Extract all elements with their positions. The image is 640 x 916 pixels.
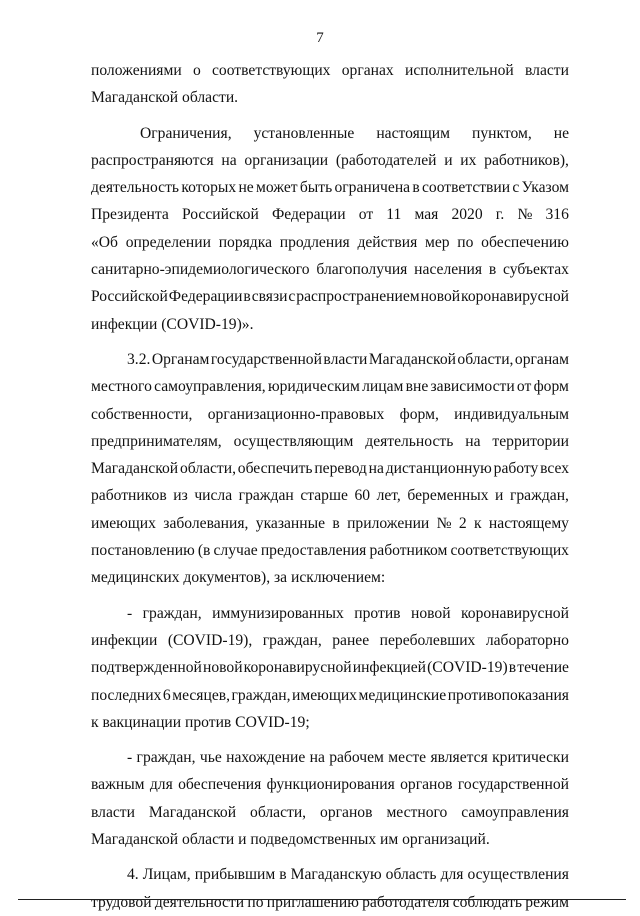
word: от <box>358 206 374 224</box>
text-line <box>91 428 569 455</box>
word: область <box>385 866 437 884</box>
text-line: Магаданской области. <box>91 89 239 107</box>
word: новой <box>203 659 243 677</box>
word: организационно-правовых <box>207 405 385 423</box>
word: беременных <box>407 487 489 505</box>
word: приглашению <box>266 893 359 911</box>
word: лабораторно <box>485 631 569 649</box>
word: деятельности <box>154 893 245 911</box>
word: в <box>279 866 287 884</box>
word: связи <box>251 288 288 306</box>
text-line: к вакцинации против COVID-19; <box>91 713 310 731</box>
word: на <box>465 432 481 450</box>
word: предпринимателям, <box>91 432 222 450</box>
word: области, <box>179 460 236 478</box>
word: о <box>192 62 201 79</box>
word: Указом <box>521 179 569 197</box>
word: зависимости <box>430 378 515 396</box>
word: санитарно-эпидемиологического <box>91 261 310 279</box>
word: 316 <box>545 206 569 224</box>
word: мер <box>424 233 450 251</box>
word: юридическим <box>267 378 360 396</box>
word: числа <box>194 487 233 505</box>
text-line <box>91 256 569 283</box>
word: имеющих <box>91 514 156 532</box>
word: г. <box>495 206 505 224</box>
word: осуществления <box>467 866 569 884</box>
word: власти <box>323 350 368 368</box>
word: органам <box>514 350 569 368</box>
word: (COVID-19), <box>167 631 253 649</box>
word: переболевших <box>379 631 476 649</box>
word: Ограничения, <box>140 124 232 142</box>
word: Российской <box>181 206 259 224</box>
word: власти <box>91 803 135 821</box>
word: области, <box>250 803 307 821</box>
word: (в <box>197 542 211 560</box>
word: противопоказания <box>447 686 569 704</box>
text-line <box>91 283 569 310</box>
paragraph-gap <box>91 112 569 120</box>
word: лет, <box>376 487 401 505</box>
word: работников), <box>484 151 569 169</box>
word: соответствующих <box>212 62 331 79</box>
word: деятельность <box>365 432 454 450</box>
word: для <box>440 866 464 884</box>
word: настоящим <box>376 124 451 142</box>
word: функционирования <box>266 776 395 794</box>
text-line <box>91 600 569 627</box>
word: месте <box>388 749 427 767</box>
word: индивидуальным <box>454 405 569 423</box>
word: с <box>512 179 520 197</box>
word: приложении <box>347 514 430 532</box>
word: в <box>488 261 497 279</box>
word: быть <box>299 179 333 197</box>
word: продления <box>279 233 350 251</box>
text-line <box>91 510 569 537</box>
word: новой <box>420 288 461 306</box>
word: от <box>516 378 532 396</box>
word: № <box>436 514 452 532</box>
word: предоставления <box>260 542 367 560</box>
word: лицам <box>362 378 404 396</box>
text-line <box>91 120 569 147</box>
word: прибывшим <box>194 866 276 884</box>
word: (работодателей <box>335 151 437 169</box>
word: 60 <box>354 487 371 505</box>
word: указанные <box>255 514 326 532</box>
word: медицинские <box>358 686 447 704</box>
text-line <box>91 889 569 916</box>
word: является <box>430 749 488 767</box>
word: на <box>221 151 237 169</box>
word: действия <box>357 233 418 251</box>
word: 2020 <box>451 206 483 224</box>
word: ранее <box>332 631 370 649</box>
word: настоящему <box>488 514 569 532</box>
text-line <box>91 627 569 654</box>
word: критически <box>492 749 569 767</box>
word: коронавирусной <box>243 659 352 677</box>
text-line <box>91 455 569 482</box>
word: 11 <box>386 206 402 224</box>
text-line <box>91 482 569 509</box>
word: территории <box>492 432 569 450</box>
word: 3.2. <box>127 350 151 368</box>
word: работников <box>91 487 167 505</box>
text-line <box>91 771 569 798</box>
word: их <box>460 151 477 169</box>
word: осуществляющим <box>233 432 354 450</box>
text-line: инфекции (COVID-19)». <box>91 315 254 333</box>
word: случае <box>213 542 258 560</box>
word: на <box>368 460 384 478</box>
word: и <box>444 151 453 169</box>
word: Магаданской <box>368 350 456 368</box>
word: Магаданскую <box>290 866 382 884</box>
word: граждан, <box>136 749 196 767</box>
word: в <box>412 179 420 197</box>
word: нахождение <box>226 749 306 767</box>
word: населения <box>414 261 483 279</box>
word: порядка <box>218 233 272 251</box>
word: месяцев, <box>172 686 231 704</box>
word: дистанционную <box>385 460 492 478</box>
text-line <box>91 682 569 709</box>
word: соответствии <box>422 179 511 197</box>
word: (COVID-19) <box>427 659 508 677</box>
paragraph-gap <box>91 853 569 861</box>
word: граждан, <box>262 631 322 649</box>
word: для <box>149 776 173 794</box>
page-number: 7 <box>316 30 324 46</box>
word: обеспечению <box>481 233 569 251</box>
word: инфекцией <box>352 659 426 677</box>
word: 4. <box>127 866 139 884</box>
word: новой <box>411 604 451 622</box>
text-line <box>91 57 569 84</box>
word: постановлению <box>91 542 195 560</box>
word: соответствующих <box>450 542 569 560</box>
word: иммунизированных <box>212 604 344 622</box>
word: работником <box>369 542 448 560</box>
word: самоуправления, <box>154 378 266 396</box>
word: граждан, <box>509 487 569 505</box>
word: органах <box>341 62 394 79</box>
word: - <box>127 604 133 622</box>
word: работу <box>493 460 539 478</box>
word: распространяются <box>91 151 214 169</box>
word: Лицам, <box>142 866 191 884</box>
word: в <box>508 659 517 677</box>
word: Магаданской <box>148 803 237 821</box>
word: Федерации <box>271 206 346 224</box>
word: чье <box>199 749 222 767</box>
text-line <box>91 799 569 826</box>
word: рабочем <box>329 749 384 767</box>
word: в <box>243 288 251 306</box>
word: Органам <box>151 350 210 368</box>
word: всех <box>540 460 569 478</box>
word: государственной <box>210 350 322 368</box>
word: органов <box>400 776 453 794</box>
word: № <box>517 206 533 224</box>
paragraph-gap <box>91 338 569 346</box>
word: которых <box>181 179 237 197</box>
word: организации <box>244 151 329 169</box>
word: подтвержденной <box>91 659 202 677</box>
word: с <box>288 288 296 306</box>
word: обеспечить <box>237 460 313 478</box>
text-line: медицинских документов), за исключением: <box>91 569 386 587</box>
word: последних <box>91 686 162 704</box>
word: местного <box>386 803 448 821</box>
text-line <box>91 346 569 373</box>
text-line <box>91 201 569 228</box>
text-line <box>91 229 569 256</box>
document-body <box>91 57 569 916</box>
word: течение <box>517 659 569 677</box>
text-line <box>91 373 569 400</box>
word: Российской <box>91 288 168 306</box>
word: ограничена <box>334 179 411 197</box>
text-line <box>91 147 569 174</box>
word: и <box>495 487 504 505</box>
word: из <box>173 487 188 505</box>
word: Президента <box>91 206 169 224</box>
text-line <box>91 174 569 201</box>
word: может <box>255 179 298 197</box>
word: не <box>553 124 569 142</box>
paragraph-gap <box>91 592 569 600</box>
word: благополучия <box>316 261 408 279</box>
word: по <box>457 233 474 251</box>
word: перевод <box>314 460 367 478</box>
word: трудовой <box>91 893 152 911</box>
word: заболевания, <box>163 514 249 532</box>
word: коронавирусной <box>461 288 569 306</box>
word: положениями <box>91 62 182 79</box>
word: на <box>309 749 325 767</box>
word: по <box>247 893 264 911</box>
word: граждан, <box>142 604 202 622</box>
word: соблюдать <box>452 893 522 911</box>
word: собственности, <box>91 405 193 423</box>
word: самоуправления <box>461 803 569 821</box>
text-line <box>91 537 569 564</box>
word: установленные <box>253 124 355 142</box>
word: субъектах <box>503 261 569 279</box>
word: граждан <box>238 487 294 505</box>
paragraph-gap <box>91 736 569 744</box>
word: пунктом, <box>472 124 532 142</box>
word: власти <box>525 62 569 79</box>
word: инфекции <box>91 631 158 649</box>
word: распространением <box>296 288 420 306</box>
word: Федерации <box>168 288 243 306</box>
word: форм <box>533 378 569 396</box>
word: коронавирусной <box>461 604 569 622</box>
word: Магаданской <box>91 460 179 478</box>
word: обеспечения <box>178 776 262 794</box>
word: области, <box>457 350 514 368</box>
word: местного <box>91 378 152 396</box>
word: имеющих <box>292 686 357 704</box>
word: в <box>332 514 340 532</box>
word: органов <box>320 803 373 821</box>
word: мая <box>414 206 439 224</box>
word: деятельность <box>91 179 180 197</box>
text-line <box>91 744 569 771</box>
word: определении <box>125 233 211 251</box>
text-line <box>91 654 569 681</box>
word: вне <box>405 378 429 396</box>
word: форм, <box>399 405 439 423</box>
word: режим <box>525 893 569 911</box>
word: - <box>127 749 133 767</box>
word: граждан, <box>231 686 291 704</box>
word: не <box>238 179 254 197</box>
word: 2 <box>458 514 467 532</box>
word: против <box>354 604 401 622</box>
word: исполнительной <box>404 62 514 79</box>
text-line <box>91 401 569 428</box>
word: старше <box>300 487 348 505</box>
word: к <box>474 514 482 532</box>
word: 6 <box>162 686 171 704</box>
word: государственной <box>457 776 569 794</box>
word: работодателя <box>362 893 450 911</box>
text-line <box>91 861 569 888</box>
word: «Об <box>91 233 118 251</box>
bottom-rule <box>18 899 626 900</box>
text-line: Магаданской области и подведомственных им организаций. <box>91 831 490 849</box>
word: важным <box>91 776 145 794</box>
